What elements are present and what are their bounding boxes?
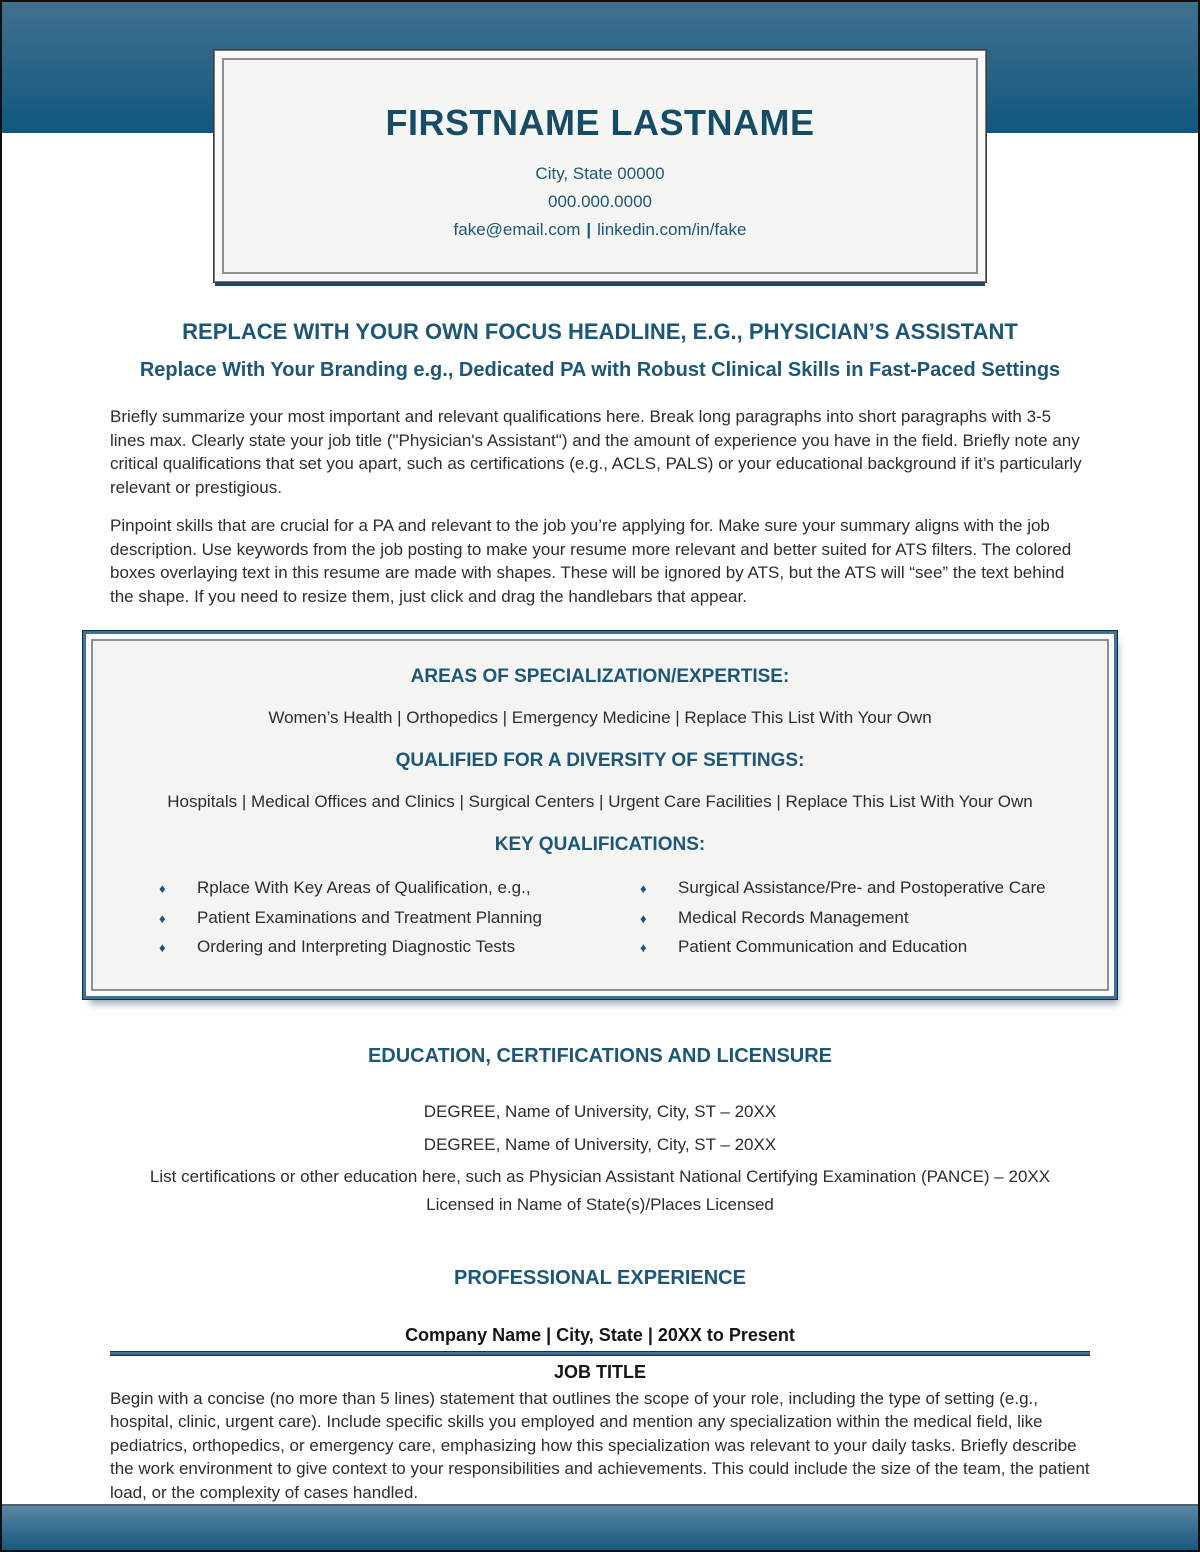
summary-paragraph-2: Pinpoint skills that are crucial for a PA and relevant to the job you’re applying for. Make sure your summary aligns with the job description. Use keywords from the job posting to make your resume more relevant and better suited for ATS filters. The colored boxes overlaying text in this resume are made with shapes. These will be ignored by ATS, but the ATS will “see” the text behind the shape. If you need to resize them, just click and drag the handlebars that appear.	[110, 516, 1072, 606]
qualification-text: Surgical Assistance/Pre- and Postoperative Care	[678, 878, 1046, 897]
education-license-line: Licensed in Name of State(s)/Places Licensed	[426, 1194, 774, 1214]
qualification-text: Ordering and Interpreting Diagnostic Tests	[197, 937, 516, 956]
education-heading: EDUCATION, CERTIFICATIONS AND LICENSURE	[367, 1044, 833, 1067]
branding-headline: Replace With Your Branding e.g., Dedicated PA with Robust Clinical Skills in Fast-Paced Settings	[139, 359, 1061, 381]
diamond-bullet-icon: ♦	[640, 881, 647, 896]
qualifications-columns	[121, 874, 1079, 963]
experience-heading: PROFESSIONAL EXPERIENCE	[454, 1266, 746, 1289]
contact-links-line	[242, 216, 958, 244]
qualification-item	[640, 874, 1079, 904]
section-divider-line	[110, 1351, 1090, 1356]
areas-heading: AREAS OF SPECIALIZATION/EXPERTISE:	[410, 666, 790, 687]
qualifications-right-column	[600, 874, 1079, 963]
summary-section	[2, 382, 1198, 608]
qualification-item	[159, 874, 600, 904]
job-title: JOB TITLE	[553, 1361, 646, 1382]
qualifications-left-column	[121, 874, 600, 963]
header-card	[215, 51, 985, 281]
areas-list: Women’s Health | Orthopedics | Emergency Medicine | Replace This List With Your Own	[268, 708, 932, 727]
qualification-item	[159, 904, 600, 934]
diamond-bullet-icon: ♦	[159, 881, 166, 896]
qualification-text: Patient Examinations and Treatment Planning	[197, 907, 542, 927]
bottom-banner	[2, 1504, 1198, 1552]
settings-heading: QUALIFIED FOR A DIVERSITY OF SETTINGS:	[395, 750, 805, 771]
diamond-bullet-icon: ♦	[159, 940, 166, 955]
qualification-text: Patient Communication and Education	[678, 937, 968, 956]
diamond-bullet-icon: ♦	[159, 910, 166, 926]
diamond-bullet-icon: ♦	[640, 910, 647, 926]
qualifications-heading: KEY QUALIFICATIONS:	[494, 834, 706, 855]
education-degree-line-2: DEGREE, Name of University, City, ST – 20XX	[423, 1134, 777, 1154]
location-text: City, State 00000	[535, 164, 665, 183]
qualification-item	[159, 933, 600, 963]
job-description: Begin with a concise (no more than 5 lines) statement that outlines the scope of your role, including the type of setting (e.g., hospital, clinic, urgent care). Include specific skills you employed and mention any specialization within the medical field, like pediatrics, orthopedics, or emergency care, emphasizing how this specialization was relevant to your daily tasks. Briefly describe the work environment to give context to your responsibilities and achievements. This could include the size of the team, the patient load, or the complexity of cases handled.	[110, 1388, 1090, 1502]
focus-headline: REPLACE WITH YOUR OWN FOCUS HEADLINE, E.G., PHYSICIAN’S ASSISTANT	[182, 319, 1018, 344]
education-certifications-line: List certifications or other education here, such as Physician Assistant National Certifying Examination (PANCE) – 20XX	[149, 1166, 1051, 1186]
settings-list: Hospitals | Medical Offices and Clinics | Surgical Centers | Urgent Care Facilities | Replace This List With Your Own	[167, 792, 1033, 811]
diamond-bullet-icon: ♦	[640, 940, 647, 955]
qualification-text: Rplace With Key Areas of Qualification, e.g.,	[197, 878, 531, 897]
email-link[interactable]: fake@email.com	[453, 220, 581, 239]
company-line: Company Name | City, State | 20XX to Present	[405, 1324, 795, 1345]
linkedin-link[interactable]: linkedin.com/in/fake	[597, 220, 747, 239]
contact-separator: |	[586, 220, 592, 239]
specialization-box	[86, 634, 1114, 996]
qualification-item	[640, 933, 1079, 963]
education-degree-line-1: DEGREE, Name of University, City, ST – 20XX	[423, 1101, 777, 1121]
experience-description-section	[2, 1384, 1198, 1505]
phone-text: 000.000.0000	[548, 192, 652, 211]
qualification-text: Medical Records Management	[678, 907, 909, 927]
candidate-name: FIRSTNAME LASTNAME	[385, 102, 815, 143]
summary-paragraph-1: Briefly summarize your most important and relevant qualifications here. Break long paragraphs into short paragraphs with 3-5 lines max. Clearly state your job title ("Physician's Assistant") and the amount of experience you have in the field. Briefly note any critical qualifications that set you apart, such as certifications (e.g., ACLS, PALS) or your educational background if it’s particularly relevant or prestigious.	[110, 407, 1082, 497]
qualification-item	[640, 904, 1079, 934]
